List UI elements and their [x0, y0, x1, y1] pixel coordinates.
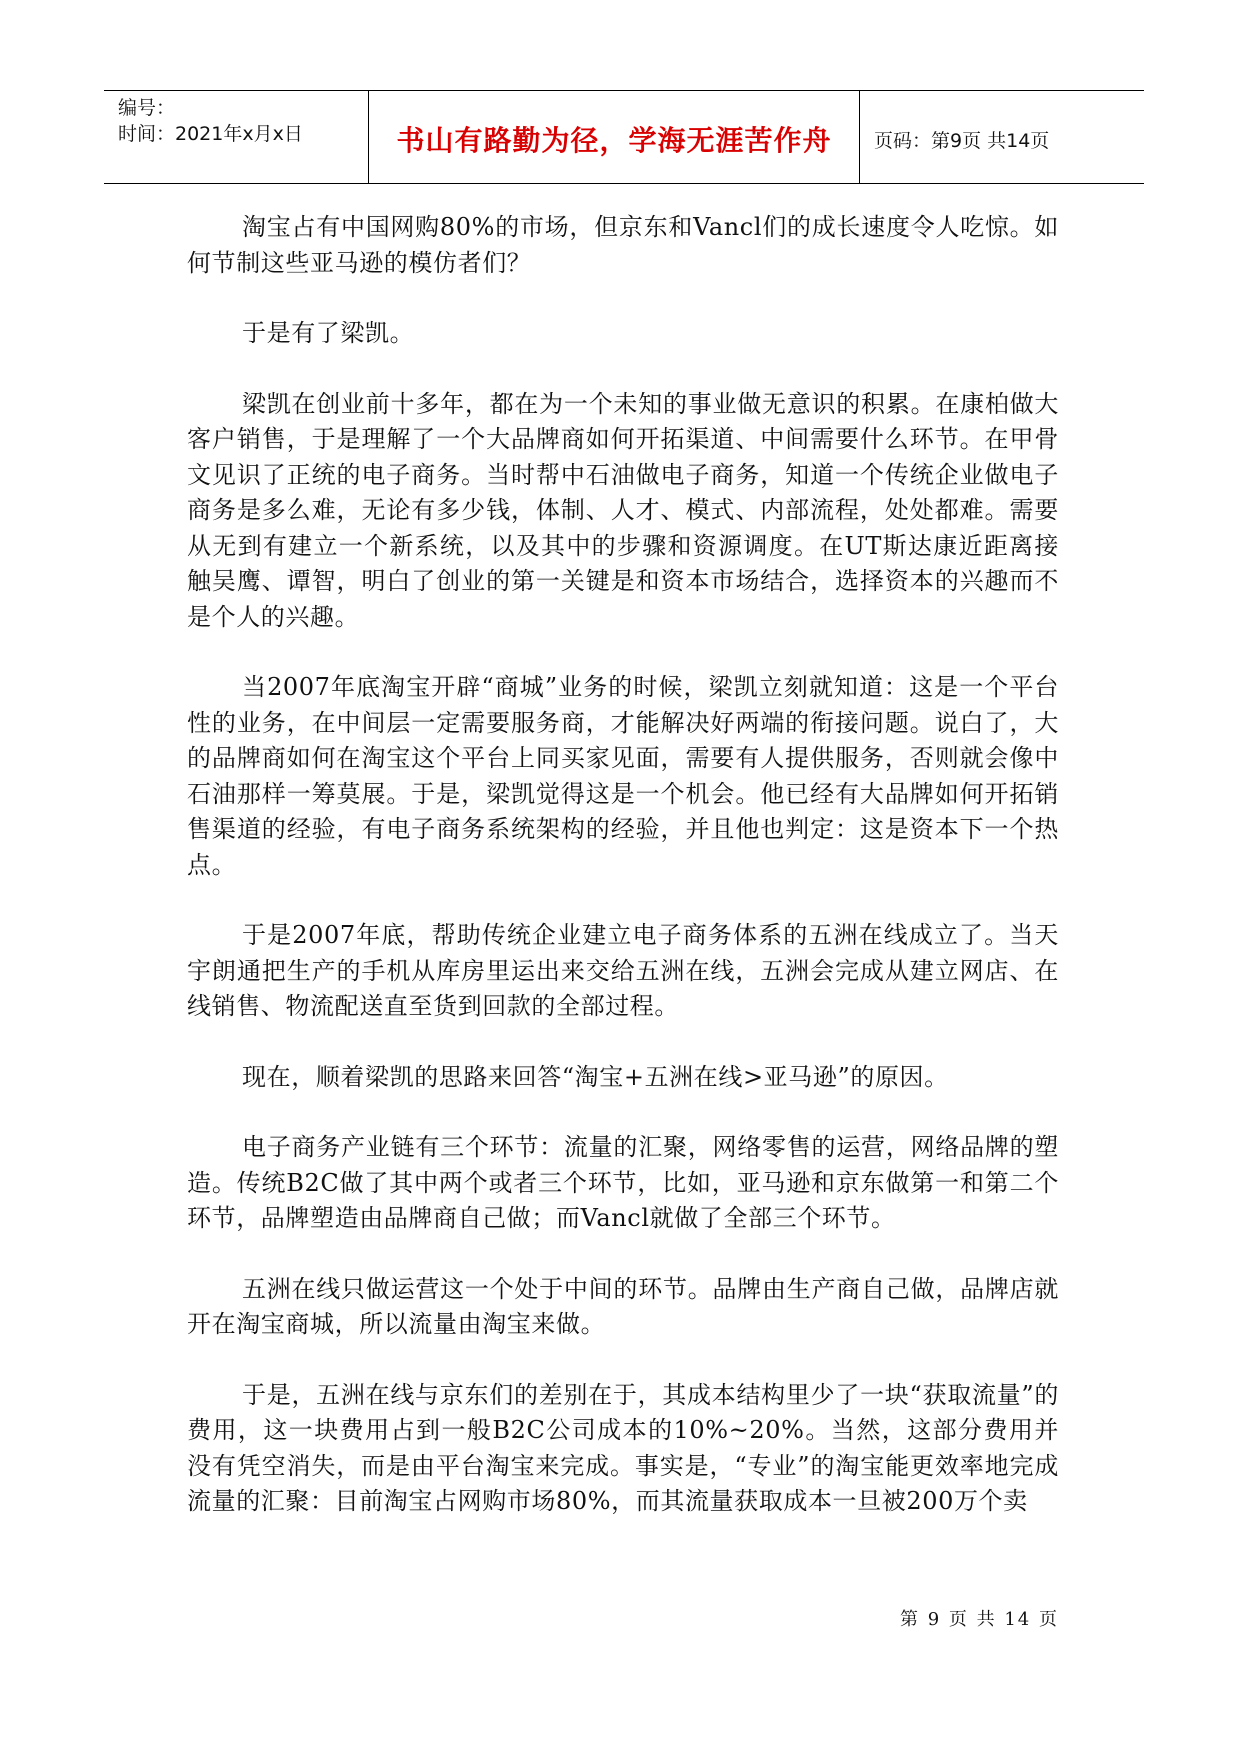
paragraph: 淘宝占有中国网购80%的市场，但京东和Vancl们的成长速度令人吃惊。如何节制这些亚马逊的模仿者们？	[187, 213, 1059, 277]
paragraph: 五洲在线只做运营这一个处于中间的环节。品牌由生产商自己做，品牌店就开在淘宝商城，所以流量由淘宝来做。	[187, 1274, 1059, 1338]
paragraph: 梁凯在创业前十多年，都在为一个未知的事业做无意识的积累。在康柏做大客户销售，于是理解了一个大品牌商如何开拓渠道、中间需要什么环节。在甲骨文见识了正统的电子商务。当时帮中石油做电子商务，知道一个传统企业做电子商务是多么难，无论有多少钱，体制、人才、模式、内部流程，处处都难。需要从无到有建立一个新系统，以及其中的步骤和资源调度。在UT斯达康近距离接触吴鹰、谭智，明白了创业的第一关键是和资本市场结合，选择资本的兴趣而不是个人的兴趣。	[187, 389, 1059, 631]
header-table	[104, 90, 1144, 184]
footer-page-number: 第 9 页 共 14 页	[900, 1609, 1059, 1630]
paragraph: 于是2007年底，帮助传统企业建立电子商务体系的五洲在线成立了。当天宇朗通把生产的手机从库房里运出来交给五洲在线，五洲会完成从建立网店、在线销售、物流配送直至货到回款的全部过程。	[187, 921, 1059, 1020]
paragraph: 于是，五洲在线与京东们的差别在于，其成本结构里少了一块“获取流量”的费用，这一块费用占到一般B2C公司成本的10%~20%。当然，这部分费用并没有凭空消失，而是由平台淘宝来完成。事实是，“专业”的淘宝能更效率地完成流量的汇聚：目前淘宝占网购市场80%，而其流量获取成本一旦被200万个卖	[187, 1380, 1059, 1515]
paragraph: 当2007年底淘宝开辟“商城”业务的时候，梁凯立刻就知道：这是一个平台性的业务，在中间层一定需要服务商，才能解决好两端的衔接问题。说白了，大的品牌商如何在淘宝这个平台上同买家见面，需要有人提供服务，否则就会像中石油那样一筹莫展。于是，梁凯觉得这是一个机会。他已经有大品牌如何开拓销售渠道的经验，有电子商务系统架构的经验，并且他也判定：这是资本下一个热点。	[187, 673, 1059, 879]
header-middle-cell	[369, 91, 860, 183]
document-number-label: 编号：	[118, 97, 176, 119]
paragraph: 现在，顺着梁凯的思路来回答“淘宝+五洲在线>亚马逊”的原因。	[242, 1062, 949, 1091]
paragraph: 电子商务产业链有三个环节：流量的汇聚，网络零售的运营，网络品牌的塑造。传统B2C做了其中两个或者三个环节，比如，亚马逊和京东做第一和第二个环节，品牌塑造由品牌商自己做；而Vancl就做了全部三个环节。	[187, 1133, 1059, 1232]
paragraph: 于是有了梁凯。	[242, 319, 415, 347]
header-left-cell	[104, 91, 369, 183]
document-time-label: 时间：2021年x月x日	[118, 123, 303, 145]
document-body	[187, 210, 1059, 1555]
header-right-cell	[860, 91, 1144, 183]
header-motto: 书山有路勤为径，学海无涯苦作舟	[396, 124, 832, 157]
header-page-code: 页码：第9页 共14页	[874, 130, 1050, 152]
